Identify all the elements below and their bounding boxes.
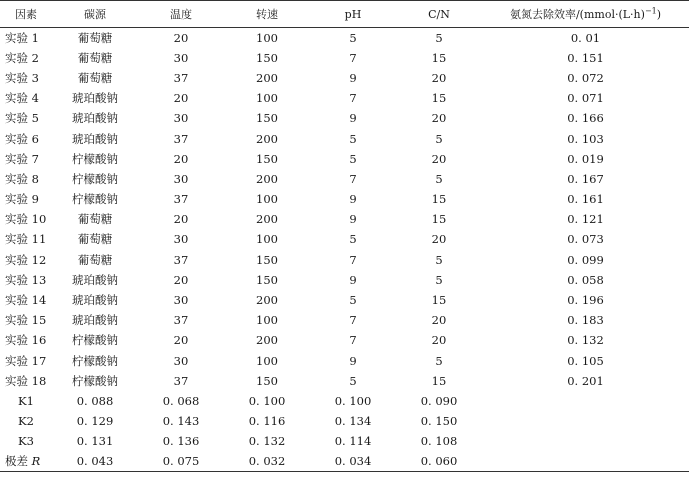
table-row xyxy=(0,310,689,330)
cell-carbon-source: 柠檬酸钠 xyxy=(72,373,118,388)
empty-cell xyxy=(482,411,689,431)
table-row xyxy=(0,229,689,249)
cell-cn: 20 xyxy=(431,70,447,85)
cell-temperature: 37 xyxy=(173,131,189,146)
stat-label: K2 xyxy=(18,414,34,429)
stat-value: 0. 134 xyxy=(334,414,372,429)
empty-cell xyxy=(482,431,689,451)
header-carbon-source: 碳源 xyxy=(52,1,138,28)
cell-cn: 15 xyxy=(431,91,447,106)
cell-efficiency: 0. 019 xyxy=(567,151,604,166)
table-row xyxy=(0,48,689,68)
header-removal-efficiency-close: ) xyxy=(656,8,662,21)
cell-speed: 200 xyxy=(256,333,278,348)
range-label-text: 极差 xyxy=(5,454,32,469)
cell-temperature: 37 xyxy=(173,313,189,328)
cell-carbon-source: 琥珀酸钠 xyxy=(72,111,118,126)
cell-cn: 20 xyxy=(431,313,447,328)
cell-speed: 200 xyxy=(256,70,278,85)
cell-cn: 15 xyxy=(431,212,447,227)
cell-speed: 100 xyxy=(256,313,278,328)
cell-temperature: 30 xyxy=(173,232,189,247)
cell-efficiency: 0. 01 xyxy=(570,30,601,45)
table-row xyxy=(0,330,689,350)
cell-speed: 200 xyxy=(256,171,278,186)
stat-value: 0. 150 xyxy=(420,414,458,429)
header-factor: 因素 xyxy=(0,1,52,28)
cell-speed: 100 xyxy=(256,91,278,106)
range-value: 0. 060 xyxy=(396,451,482,471)
cell-speed: 200 xyxy=(256,293,278,308)
table-row xyxy=(0,68,689,88)
table-row xyxy=(0,88,689,108)
cell-factor: 实验 15 xyxy=(5,313,47,328)
cell-speed: 100 xyxy=(256,192,278,207)
range-row xyxy=(0,451,689,471)
cell-temperature: 30 xyxy=(173,50,189,65)
cell-efficiency: 0. 166 xyxy=(567,111,604,126)
cell-factor: 实验 18 xyxy=(5,373,47,388)
cell-ph: 7 xyxy=(349,91,357,106)
cell-efficiency: 0. 121 xyxy=(567,212,604,227)
range-value: 0. 032 xyxy=(224,451,310,471)
stat-row xyxy=(0,411,689,431)
cell-factor: 实验 11 xyxy=(5,232,47,247)
cell-ph: 5 xyxy=(349,151,357,166)
stat-value: 0. 116 xyxy=(248,414,286,429)
cell-ph: 9 xyxy=(349,70,357,85)
cell-cn: 5 xyxy=(435,353,443,368)
cell-efficiency: 0. 201 xyxy=(567,373,604,388)
cell-ph: 7 xyxy=(349,333,357,348)
cell-speed: 150 xyxy=(256,50,278,65)
cell-ph: 5 xyxy=(349,373,357,388)
cell-cn: 5 xyxy=(435,131,443,146)
cell-factor: 实验 2 xyxy=(5,50,39,65)
range-value: 0. 043 xyxy=(52,451,138,471)
cell-efficiency: 0. 132 xyxy=(567,333,604,348)
header-removal-efficiency-exponent: −1 xyxy=(644,6,657,16)
cell-factor: 实验 17 xyxy=(5,353,47,368)
cell-factor: 实验 9 xyxy=(5,192,39,207)
cell-temperature: 20 xyxy=(173,151,189,166)
cell-carbon-source: 葡萄糖 xyxy=(77,232,113,247)
cell-speed: 150 xyxy=(256,252,278,267)
cell-cn: 5 xyxy=(435,171,443,186)
cell-carbon-source: 葡萄糖 xyxy=(77,212,113,227)
table-header xyxy=(0,1,689,28)
table-row xyxy=(0,108,689,128)
cell-cn: 20 xyxy=(431,232,447,247)
cell-factor: 实验 14 xyxy=(5,293,47,308)
cell-temperature: 30 xyxy=(173,111,189,126)
cell-speed: 150 xyxy=(256,151,278,166)
cell-speed: 150 xyxy=(256,111,278,126)
cell-carbon-source: 柠檬酸钠 xyxy=(72,192,118,207)
cell-carbon-source: 柠檬酸钠 xyxy=(72,333,118,348)
cell-factor: 实验 5 xyxy=(5,111,39,126)
table-row xyxy=(0,290,689,310)
header-removal-efficiency-text: 氨氮去除效率/(mmol·(L·h) xyxy=(509,8,645,21)
cell-efficiency: 0. 151 xyxy=(567,50,604,65)
header-row xyxy=(0,1,689,28)
cell-speed: 200 xyxy=(256,212,278,227)
table-row xyxy=(0,169,689,189)
stat-value: 0. 100 xyxy=(248,393,286,408)
cell-efficiency: 0. 103 xyxy=(567,131,604,146)
table-body xyxy=(0,28,689,472)
stat-value: 0. 088 xyxy=(76,393,114,408)
cell-efficiency: 0. 058 xyxy=(567,272,604,287)
cell-ph: 5 xyxy=(349,131,357,146)
cell-ph: 7 xyxy=(349,171,357,186)
stat-value: 0. 068 xyxy=(162,393,200,408)
cell-efficiency: 0. 196 xyxy=(567,293,604,308)
cell-carbon-source: 琥珀酸钠 xyxy=(72,91,118,106)
stat-row xyxy=(0,391,689,411)
range-label xyxy=(0,451,52,471)
cell-factor: 实验 8 xyxy=(5,171,39,186)
cell-speed: 150 xyxy=(256,373,278,388)
cell-speed: 100 xyxy=(256,232,278,247)
stat-value: 0. 136 xyxy=(162,434,200,449)
cell-factor: 实验 12 xyxy=(5,252,47,267)
stat-value: 0. 143 xyxy=(162,414,200,429)
cell-cn: 20 xyxy=(431,333,447,348)
cell-temperature: 30 xyxy=(173,353,189,368)
cell-carbon-source: 葡萄糖 xyxy=(77,70,113,85)
cell-speed: 100 xyxy=(256,30,278,45)
cell-ph: 9 xyxy=(349,212,357,227)
cell-cn: 20 xyxy=(431,151,447,166)
stat-value: 0. 132 xyxy=(248,434,286,449)
cell-speed: 150 xyxy=(256,272,278,287)
header-cn-ratio: C/N xyxy=(396,1,482,28)
cell-ph: 7 xyxy=(349,313,357,328)
cell-cn: 15 xyxy=(431,373,447,388)
table-row xyxy=(0,149,689,169)
header-removal-efficiency xyxy=(482,1,689,28)
cell-efficiency: 0. 072 xyxy=(567,70,604,85)
header-ph: pH xyxy=(310,1,396,28)
cell-temperature: 20 xyxy=(173,272,189,287)
table-row xyxy=(0,209,689,229)
cell-factor: 实验 4 xyxy=(5,91,39,106)
cell-ph: 5 xyxy=(349,30,357,45)
table-row xyxy=(0,189,689,209)
cell-factor: 实验 16 xyxy=(5,333,47,348)
cell-temperature: 20 xyxy=(173,333,189,348)
stat-value: 0. 131 xyxy=(76,434,114,449)
cell-temperature: 20 xyxy=(173,91,189,106)
cell-ph: 5 xyxy=(349,232,357,247)
cell-ph: 7 xyxy=(349,50,357,65)
stat-label: K1 xyxy=(18,393,34,408)
cell-carbon-source: 柠檬酸钠 xyxy=(72,171,118,186)
cell-temperature: 37 xyxy=(173,252,189,267)
cell-carbon-source: 琥珀酸钠 xyxy=(72,293,118,308)
cell-factor: 实验 13 xyxy=(5,272,47,287)
stat-value: 0. 108 xyxy=(420,434,458,449)
cell-temperature: 37 xyxy=(173,192,189,207)
cell-carbon-source: 柠檬酸钠 xyxy=(72,151,118,166)
cell-cn: 5 xyxy=(435,252,443,267)
cell-efficiency: 0. 167 xyxy=(567,171,604,186)
cell-cn: 15 xyxy=(431,50,447,65)
cell-efficiency: 0. 073 xyxy=(567,232,604,247)
table-row xyxy=(0,371,689,391)
table-row xyxy=(0,128,689,148)
cell-ph: 5 xyxy=(349,293,357,308)
cell-carbon-source: 琥珀酸钠 xyxy=(72,313,118,328)
cell-carbon-source: 葡萄糖 xyxy=(77,252,113,267)
empty-cell xyxy=(482,451,689,471)
stat-value: 0. 129 xyxy=(76,414,114,429)
range-value: 0. 034 xyxy=(310,451,396,471)
cell-efficiency: 0. 071 xyxy=(567,91,604,106)
table-row xyxy=(0,351,689,371)
cell-cn: 5 xyxy=(435,272,443,287)
cell-temperature: 20 xyxy=(173,30,189,45)
cell-cn: 20 xyxy=(431,111,447,126)
cell-ph: 9 xyxy=(349,272,357,287)
cell-speed: 100 xyxy=(256,353,278,368)
stat-label: K3 xyxy=(18,434,34,449)
cell-carbon-source: 琥珀酸钠 xyxy=(72,131,118,146)
cell-temperature: 20 xyxy=(173,212,189,227)
cell-temperature: 37 xyxy=(173,373,189,388)
cell-temperature: 30 xyxy=(173,293,189,308)
cell-cn: 5 xyxy=(435,30,443,45)
cell-efficiency: 0. 183 xyxy=(567,313,604,328)
cell-carbon-source: 葡萄糖 xyxy=(77,50,113,65)
empty-cell xyxy=(482,391,689,411)
table-row xyxy=(0,270,689,290)
cell-ph: 9 xyxy=(349,111,357,126)
cell-ph: 7 xyxy=(349,252,357,267)
range-label-symbol: R xyxy=(31,454,41,469)
cell-factor: 实验 10 xyxy=(5,212,47,227)
cell-factor: 实验 7 xyxy=(5,151,39,166)
cell-factor: 实验 1 xyxy=(5,30,39,45)
cell-cn: 15 xyxy=(431,192,447,207)
header-rotation-speed: 转速 xyxy=(224,1,310,28)
table-row xyxy=(0,28,689,48)
cell-ph: 9 xyxy=(349,192,357,207)
table-row xyxy=(0,250,689,270)
stat-value: 0. 114 xyxy=(334,434,372,449)
cell-temperature: 30 xyxy=(173,171,189,186)
cell-speed: 200 xyxy=(256,131,278,146)
cell-carbon-source: 柠檬酸钠 xyxy=(72,353,118,368)
range-value: 0. 075 xyxy=(138,451,224,471)
cell-temperature: 37 xyxy=(173,70,189,85)
cell-cn: 15 xyxy=(431,293,447,308)
cell-factor: 实验 3 xyxy=(5,70,39,85)
stat-value: 0. 090 xyxy=(420,393,458,408)
stat-value: 0. 100 xyxy=(334,393,372,408)
cell-efficiency: 0. 105 xyxy=(567,353,604,368)
cell-efficiency: 0. 161 xyxy=(567,192,604,207)
stat-row xyxy=(0,431,689,451)
cell-carbon-source: 琥珀酸钠 xyxy=(72,272,118,287)
header-temperature: 温度 xyxy=(138,1,224,28)
cell-factor: 实验 6 xyxy=(5,131,39,146)
cell-efficiency: 0. 099 xyxy=(567,252,604,267)
cell-carbon-source: 葡萄糖 xyxy=(77,30,113,45)
cell-ph: 9 xyxy=(349,353,357,368)
